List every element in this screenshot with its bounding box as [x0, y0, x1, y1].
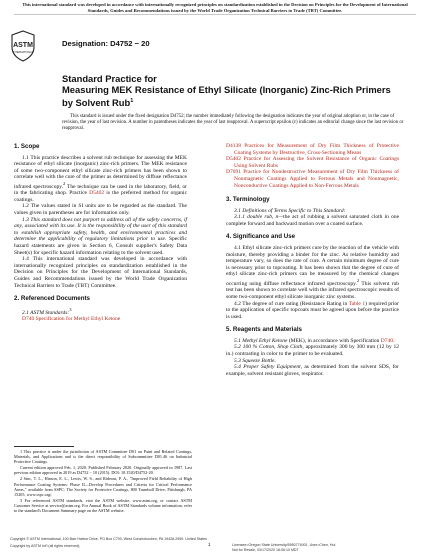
title-line-1: Standard Practice for — [62, 73, 157, 84]
link-table-1[interactable]: Table 1 — [348, 300, 366, 307]
section-1-1: 1.1 This practice describes a solvent rub technique for assessing the MEK resistance of ethyl silicate (inorganic) zinc-rich primers. The MEK resistance of some two-component ethyl silicate zinc-rich primers has been shown to correlate well with the cure of the primer as determined by diffuse reflectance infrared spectroscopy.$^2$ The technique can be used in the laboratory, field, or in the fabricating shop. Practice D5402 is the preferred method for organic coatings. — [14, 154, 188, 203]
license-line-3: Not for Resale, 03/17/2020 18:06:10 MDT — [232, 548, 299, 552]
footnote-rule — [14, 446, 74, 447]
title-line-2: Measuring MEK Resistance of Ethyl Silicate (Inorganic) Zinc-Rich Primers by Solvent Rub$^1$ — [62, 84, 391, 108]
ref-d7091[interactable]: D7091 Practice for Nondestructive Measurement of Dry Film Thickness of Nonmagnetic Coatings Applied to Ferrous Metals and Nonmagnetic, Nonconductive Coatings Applied to Non-Ferrous Metals — [226, 169, 399, 189]
section-5-4: 5.4 Proper Safety Equipment, as determined from the solvent SDS, for example, solvent resistant gloves, respirator. — [226, 364, 399, 377]
ref-d740[interactable]: D740 Specification for Methyl Ethyl Ketone — [22, 316, 121, 323]
copyright-footer: Copyright © ASTM International, 100 Barr Harbor Drive, PO Box C700, West Conshohocken, PA 19428-2959. United States — [10, 537, 207, 541]
section-1-heading: 1. Scope — [14, 143, 40, 150]
section-4-heading: 4. Significance and Use — [226, 233, 296, 241]
section-3-heading: 3. Terminology — [226, 196, 270, 204]
section-5-1: 5.1 Methyl Ethyl Ketone (MEK), in accordance with Specification D740. — [234, 337, 395, 344]
footnote-2: 2 Sinc, T. L., Hinson, E. L., Lewis, W. S., and Rideout, P. A., "Improved Field Reliability of High Performance Coating Systems: Phase II—Develop Procedures and Criteria for Critical Performance Areas," available from SSPC: The Society for Protective Coatings, 800 Trumbull Drive, Pittsburgh, PA 15205, www.sspc.org/. — [14, 476, 192, 497]
license-line-1: Copyright by ASTM Int'l (all rights reserved); — [10, 544, 81, 548]
section-1-3: 1.3 This standard does not purport to address all of the safety concerns, if any, associated with its use. It is the responsibility of the user of this standard to establish appropriate safety, health, and environmental practices and determine the applicability of regulatory limitations prior to use. Specific hazard statements are given in Section 6, Consult supplier's Safety Data Sheet(s) for specific hazard information relating to the solvent used. — [14, 216, 187, 256]
section-5-2: 5.2 100 % Cotton, Shop Cloth, approximately 300 by 300 mm (12 by 12 in.) contrasting in color to the primer to be evaluated. — [226, 344, 400, 357]
astm-logo — [10, 30, 36, 62]
section-4-1: 4.1 Ethyl silicate zinc-rich primers cure by the reaction of the vehicle with moisture, thereby providing a binder for the zinc. As relative humidity and temperature vary, so does the rate of cure. A certain minimum degree of cure is necessary prior to topcoating. It has been shown that the degree of cure of ethyl silicate zinc-rich primers can be measured by the chemical changes occurring using diffuse reflectance infrared spectroscopy.$^2$ This solvent rub test has been shown to correlate well with the infrared spectroscopic results of some two-component ethyl silicate inorganic zinc systems. — [226, 244, 399, 300]
section-1-2: 1.2 The values stated in SI units are to be regarded as the standard. The values given in parentheses are for information only. — [14, 203, 187, 217]
svg-text:ASTM: ASTM — [13, 42, 33, 49]
section-3-1: 3.1 Definitions of Terms Specific to This Standard: — [234, 207, 346, 214]
issuance-note: This standard is issued under the fixed designation D4752; the number immediately following the designation indicates the year of original adoption or, in the case of revision, the year of last revision. A number in parentheses indicates the year of last reapproval. A superscript epsilon (ε) indicates an editorial change since the last revision or reapproval. — [62, 114, 404, 132]
footnote-1: 1 This practice is under the jurisdiction of ASTM Committee D01 on Paint and Related Coatings, Materials, and Applications and is the direct responsibility of Subcommittee D01.46 on Industrial Protective Coatings. — [14, 449, 192, 465]
page-number: 1 — [208, 542, 211, 547]
section-3-1-1: 3.1.1 double rub, n—the act of rubbing a solvent saturated cloth in one complete forward and backward motion over a coated surface. — [226, 214, 400, 227]
section-5-heading: 5. Reagents and Materials — [226, 326, 302, 334]
section-1-4: 1.4 This international standard was developed in accordance with internationally recognized principles on standardization established in the Decision on Principles for the Development of International Standards, Guides and Recommendations issued by the World Trade Organization Technical Barriers to Trade (TBT) Committee. — [14, 256, 187, 289]
section-2-heading: 2. Referenced Documents — [14, 295, 90, 303]
license-line-2: Licensee=Oregon State University/5950774001, User=Chen, Hui — [232, 543, 336, 547]
section-4-2: 4.2 The degree of cure rating (Resistance Rating in Table 1) required prior to the application of specific topcoats must be agreed upon before the practice is used. — [226, 300, 399, 320]
link-d740[interactable]: D740 — [380, 337, 394, 344]
ref-d5402[interactable]: D5402 Practice for Assessing the Solvent Resistance of Organic Coatings Using Solvent Rubs — [226, 156, 399, 169]
standard-title — [62, 73, 392, 108]
svg-text:INTERNATIONAL: INTERNATIONAL — [12, 51, 34, 54]
footnote-1b: Current edition approved Feb. 1, 2020. Published February 2020. Originally approved in 1987. Last previous edition approved in 2019 as D4752 − 10 (2015). DOI: 10.1520/D4752-20. — [14, 465, 192, 476]
section-5-3: 5.3 Squeeze Bottle. — [234, 357, 276, 364]
designation: Designation: D4752 − 20 — [62, 39, 150, 48]
ref-d4138[interactable]: D4138 Practices for Measurement of Dry Film Thickness of Protective Coating Systems by Destructive, Cross-Sectioning Means — [226, 143, 399, 156]
left-column — [14, 143, 187, 323]
header-divider — [14, 14, 416, 15]
footnotes — [14, 449, 192, 514]
right-column — [226, 143, 399, 377]
link-d5402[interactable]: D5402 — [89, 190, 105, 197]
wto-notice: This international standard was developed in accordance with internationally recognized principles on standardization established in the Decision on Principles for the Development of International Standards, Guides and Recommendations issued by the World Trade Organization Technical Barriers to Trade (TBT) Committee. — [22, 2, 408, 13]
footnote-3: 3 For referenced ASTM standards, visit the ASTM website, www.astm.org, or contact ASTM Customer Service at service@astm.org. For Annual Book of ASTM Standards volume information, refer to the standard's Document Summary page on the ASTM website. — [14, 497, 192, 514]
section-2-1: 2.1 ASTM Standards:$^3$ — [22, 306, 72, 316]
